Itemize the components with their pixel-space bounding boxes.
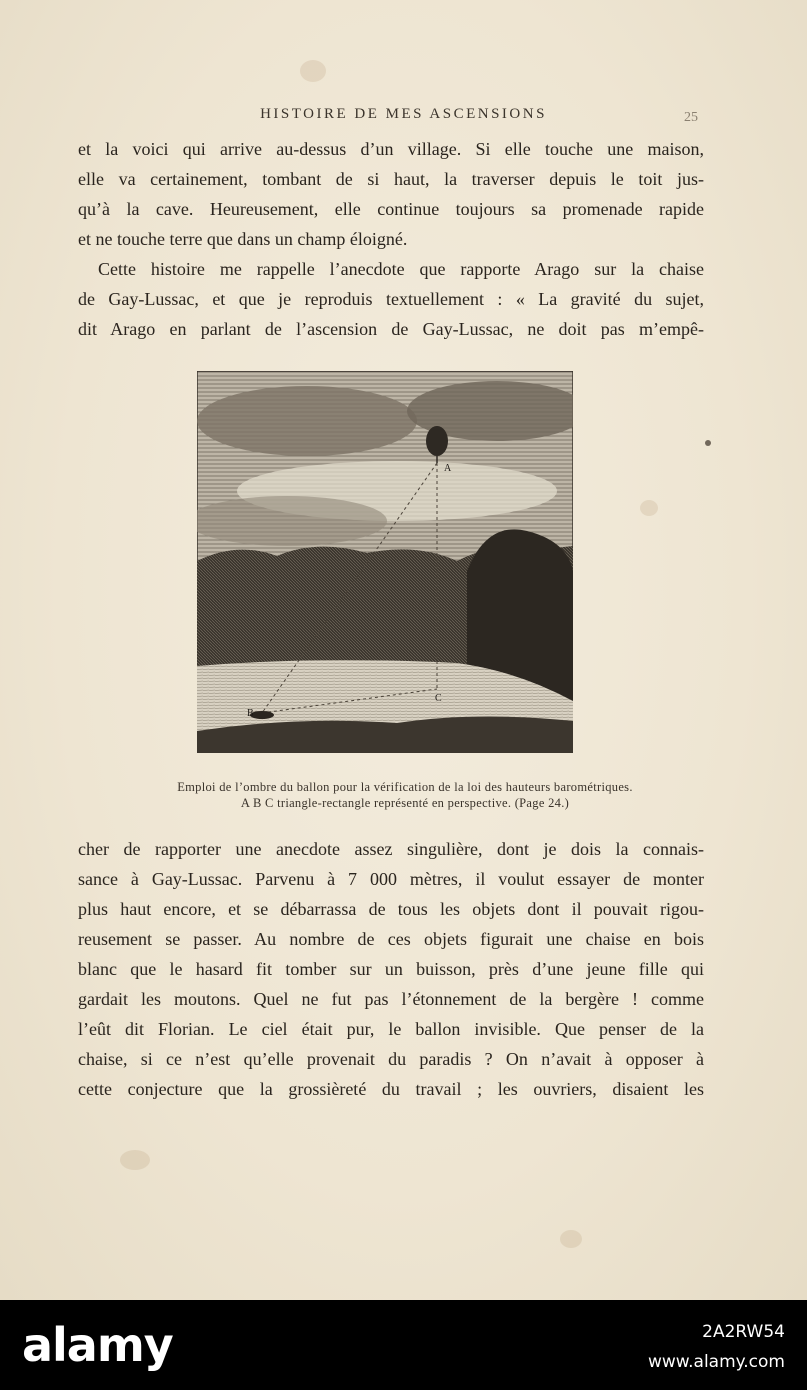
text-line: plus haut encore, et se débarrassa de tous les objets dont il pouvait rigou-: [78, 899, 704, 919]
text-line: elle va certainement, tombant de si haut, la traverser depuis le toit jus-: [78, 169, 704, 189]
text-line: cher de rapporter une anecdote assez singulière, dont je dois la connais-: [78, 839, 704, 859]
label-b: B: [247, 708, 254, 719]
text-line: blanc que le hasard fit tomber sur un buisson, près d’une jeune fille qui: [78, 959, 704, 979]
image-id: 2A2RW54: [702, 1322, 785, 1342]
text-line: reusement se passer. Au nombre de ces objets figurait une chaise en bois: [78, 929, 704, 949]
paper-stain: [560, 1230, 582, 1248]
ink-dot: [705, 440, 711, 446]
page-number: 25: [684, 110, 698, 125]
watermark-bar: [0, 1300, 807, 1390]
text-line: gardait les moutons. Quel ne fut pas l’étonnement de la bergère ! comme: [78, 989, 704, 1009]
running-head: HISTOIRE DE MES ASCENSIONS: [260, 106, 547, 122]
label-c: C: [435, 693, 442, 704]
text-line: chaise, si ce n’est qu’elle provenait du paradis ? On n’avait à opposer à: [78, 1049, 704, 1069]
text-line: Cette histoire me rappelle l’anecdote que rapporte Arago sur la chaise: [98, 259, 704, 279]
watermark-url: www.alamy.com: [647, 1352, 785, 1372]
paper-stain: [300, 60, 326, 82]
balloon: [426, 426, 448, 456]
text-line: l’eût dit Florian. Le ciel était pur, le ballon invisible. Que penser de la: [78, 1019, 704, 1039]
paragraph-bottom: [78, 834, 704, 1104]
figure-caption-line: Emploi de l’ombre du ballon pour la vérification de la loi des hauteurs barométriques.: [177, 780, 633, 794]
label-a: A: [444, 463, 452, 474]
alamy-logo: alamy: [22, 1318, 173, 1372]
text-line: qu’à la cave. Heureusement, elle continue toujours sa promenade rapide: [78, 199, 704, 219]
text-line: dit Arago en parlant de l’ascension de Gay-Lussac, ne doit pas m’empê-: [78, 319, 704, 339]
text-line: sance à Gay-Lussac. Parvenu à 7 000 mètres, il voulut essayer de monter: [78, 869, 704, 889]
cloud: [197, 386, 417, 456]
text-line: et ne touche terre que dans un champ éloigné.: [78, 229, 408, 249]
figure-caption-line: A B C triangle-rectangle représenté en perspective. (Page 24.): [240, 796, 570, 810]
text-line: cette conjecture que la grossièreté du travail ; les ouvriers, disaient les: [78, 1079, 704, 1099]
paper-stain: [640, 500, 658, 516]
text-line: de Gay-Lussac, et que je reproduis textuellement : « La gravité du sujet,: [78, 289, 704, 309]
paragraph-top: [78, 134, 704, 344]
engraving-illustration: [197, 371, 573, 753]
paper-stain: [120, 1150, 150, 1170]
text-line: et la voici qui arrive au-dessus d’un village. Si elle touche une maison,: [78, 139, 704, 159]
